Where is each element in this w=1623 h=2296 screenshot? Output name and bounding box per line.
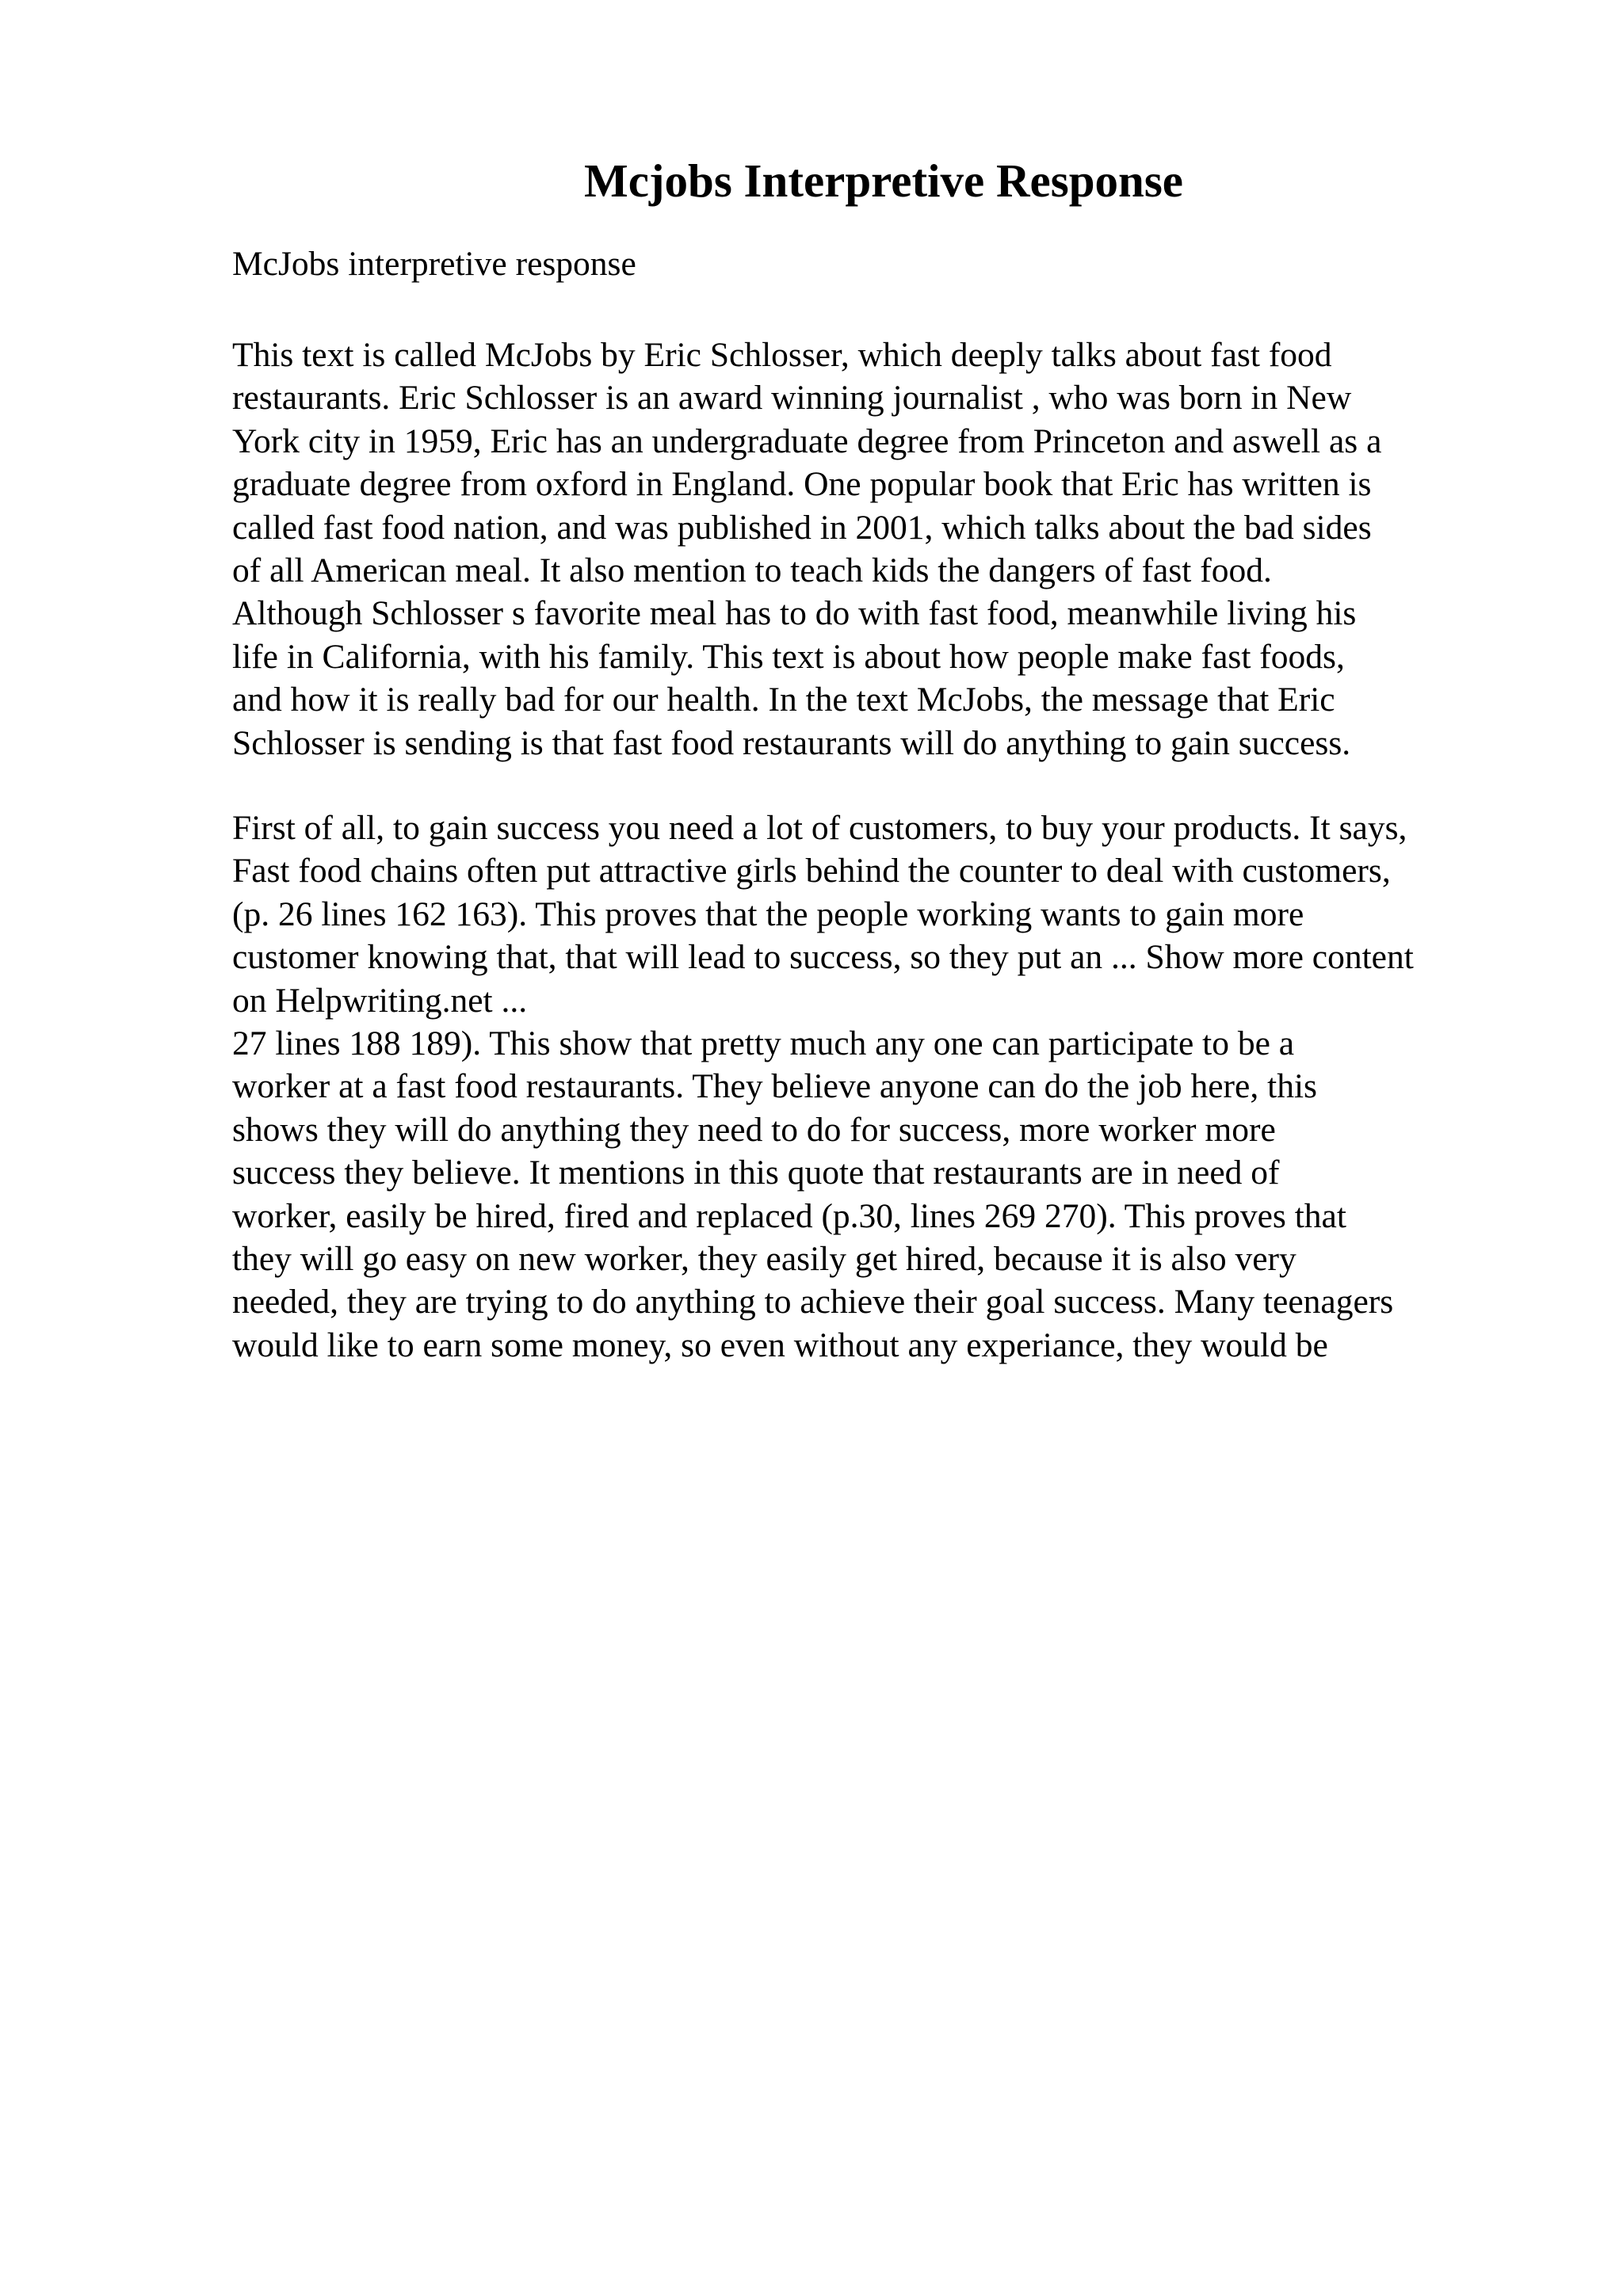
paragraph-line: (p. 26 lines 162 163). This proves that the people working wants to gain more bbox=[232, 894, 1304, 933]
paragraph-line: customer knowing that, that will lead to success, so they put an ... Show more content bbox=[232, 938, 1414, 977]
paragraph-line: This text is called McJobs by Eric Schlosser, which deeply talks about fast food bbox=[232, 336, 1332, 374]
paragraph-1 bbox=[232, 334, 1381, 765]
paragraph-line: York city in 1959, Eric has an undergraduate degree from Princeton and aswell as a bbox=[232, 421, 1382, 460]
paragraph-line: Although Schlosser s favorite meal has to do with fast food, meanwhile living his bbox=[232, 594, 1357, 633]
paragraph-line: 27 lines 188 189). This show that pretty much any one can participate to be a bbox=[232, 1024, 1295, 1062]
paragraph-line: shows they will do anything they need to do for success, more worker more bbox=[232, 1110, 1276, 1149]
paragraph-line: on Helpwriting.net ... bbox=[232, 981, 528, 1020]
paragraph-line: would like to earn some money, so even without any experiance, they would be bbox=[232, 1325, 1328, 1364]
paragraph-line: Schlosser is sending is that fast food restaurants will do anything to gain success. bbox=[232, 723, 1351, 762]
paragraph-line: success they believe. It mentions in this quote that restaurants are in need of bbox=[232, 1154, 1280, 1192]
paragraph-line: of all American meal. It also mention to teach kids the dangers of fast food. bbox=[232, 551, 1272, 589]
paragraph-line: graduate degree from oxford in England. One popular book that Eric has written is bbox=[232, 465, 1372, 504]
paragraph-line: First of all, to gain success you need a lot of customers, to buy your products. It says, bbox=[232, 809, 1407, 847]
paragraph-line: they will go easy on new worker, they easily get hired, because it is also very bbox=[232, 1239, 1296, 1278]
paragraph-line: worker at a fast food restaurants. They believe anyone can do the job here, this bbox=[232, 1067, 1317, 1106]
paragraph-line: worker, easily be hired, fired and replaced (p.30, lines 269 270). This proves that bbox=[232, 1196, 1346, 1235]
paragraph-line: needed, they are trying to do anything to achieve their goal success. Many teenagers bbox=[232, 1283, 1394, 1322]
paragraph-line: restaurants. Eric Schlosser is an award winning journalist , who was born in New bbox=[232, 379, 1352, 418]
page-title: Mcjobs Interpretive Response bbox=[584, 154, 1183, 207]
paragraph-line: and how it is really bad for our health. In the text McJobs, the message that Eric bbox=[232, 681, 1335, 719]
paragraph-2 bbox=[232, 807, 1414, 1367]
paragraph-line: Fast food chains often put attractive girls behind the counter to deal with customers, bbox=[232, 852, 1391, 891]
paragraph-line: called fast food nation, and was published in 2001, which talks about the bad sides bbox=[232, 508, 1372, 547]
paragraph-line: life in California, with his family. This text is about how people make fast foods, bbox=[232, 637, 1345, 676]
page-subtitle: McJobs interpretive response bbox=[232, 245, 636, 283]
